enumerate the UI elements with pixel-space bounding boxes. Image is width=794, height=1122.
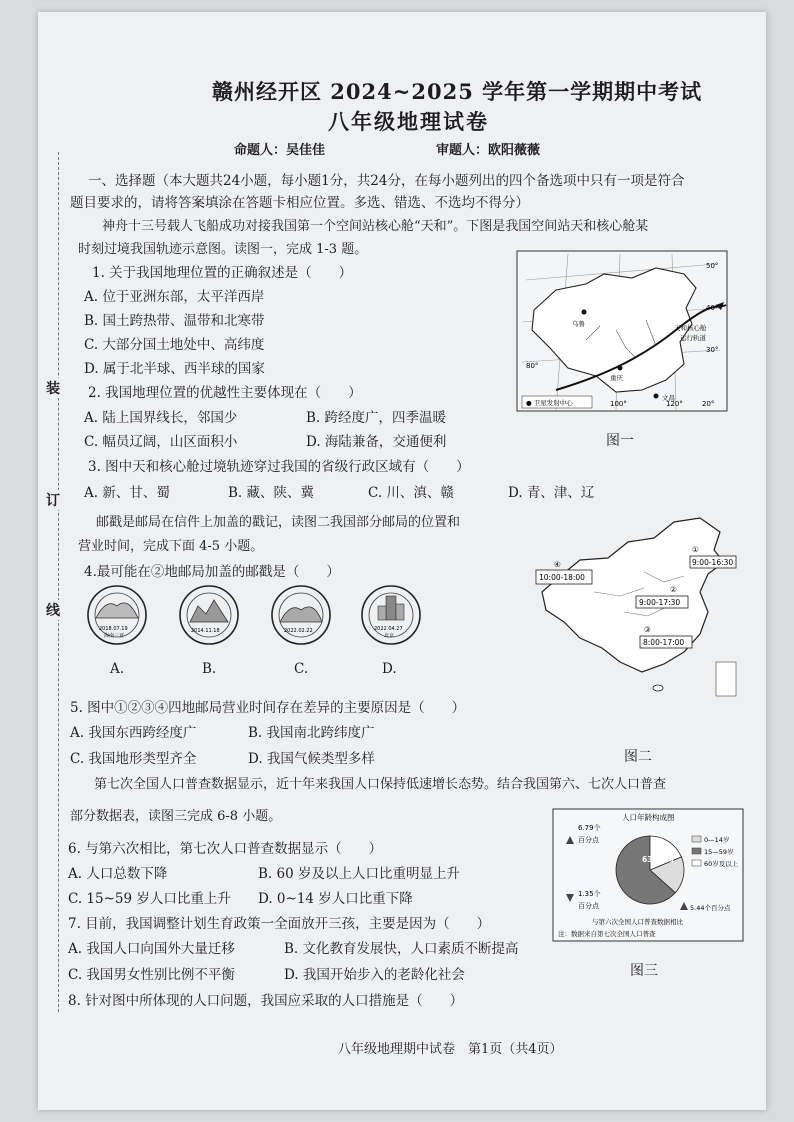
figure2-marker3: ③ — [644, 625, 651, 634]
passage3-line2: 部分数据表，读图三完成 6-8 小题。 — [70, 809, 282, 824]
q3-option-a: A. 新、甘、蜀 — [84, 485, 170, 501]
postmark-c-date: 2022.02.22 — [284, 628, 313, 634]
q6-option-c: C. 15~59 岁人口比重上升 — [68, 891, 231, 907]
q2-stem: 2. 我国地理位置的优越性主要体现在（ ） — [88, 385, 362, 401]
figure2-label: 图二 — [624, 749, 652, 765]
figure3-chart — [552, 808, 744, 942]
exam-subtitle: 八年级地理试卷 — [328, 109, 489, 134]
postmark-c — [270, 584, 332, 646]
postmark-a-place: 海南三亚 — [104, 633, 125, 639]
postmark-a-date: 2018.07.19 — [99, 626, 128, 632]
q2-option-b: B. 跨经度广，四季温暖 — [306, 410, 447, 426]
q7-stem: 7. 目前，我国调整计划生育政策一全面放开三孩，主要是因为（ ） — [68, 916, 491, 932]
postmark-d — [360, 584, 422, 646]
binding-char-xian: 线 — [46, 600, 60, 620]
figure2-marker1: ① — [692, 545, 699, 554]
passage2-line2: 营业时间，完成下面 4-5 小题。 — [78, 539, 264, 554]
q1-option-d: D. 属于北半球、西半球的国家 — [84, 361, 265, 377]
q6-stem: 6. 与第六次相比，第七次人口普查数据显示（ ） — [68, 841, 383, 857]
section1-line2: 题目要求的，请将答案填涂在答题卡相应位置。多选、错选、不选均不得分） — [70, 195, 529, 211]
q8-stem: 8. 针对图中所体现的人口问题，我国应采取的人口措施是（ ） — [68, 993, 464, 1009]
exam-sheet — [38, 12, 766, 1110]
figure1-label: 图一 — [606, 433, 634, 449]
figure3-up1b: 百分点 — [578, 836, 599, 844]
q4-option-b: B. — [202, 661, 217, 677]
figure1-city3: 文昌 — [662, 394, 675, 402]
q2-option-d: D. 海陆兼备，交通便利 — [306, 434, 447, 450]
q5-option-d: D. 我国气候类型多样 — [248, 751, 375, 767]
q5-option-c: C. 我国地形类型齐全 — [70, 751, 197, 767]
q6-option-d: D. 0~14 岁人口比重下降 — [258, 891, 413, 907]
q4-option-c: C. — [294, 661, 309, 677]
q2-option-c: C. 幅员辽阔，山区面积小 — [84, 434, 238, 450]
figure2-map — [524, 512, 738, 708]
figure1-lat30: 30° — [706, 346, 719, 354]
postmark-a — [86, 584, 148, 646]
q5-stem: 5. 图中①②③④四地邮局营业时间存在差异的主要原因是（ ） — [70, 700, 466, 716]
figure1-lat20: 20° — [702, 400, 715, 408]
figure3-down1b: 百分点 — [578, 902, 599, 910]
q3-option-c: C. 川、滇、赣 — [368, 485, 454, 501]
q6-option-a: A. 人口总数下降 — [68, 866, 168, 882]
figure2-time2: 9:00-17:30 — [639, 598, 681, 607]
postmark-b-date: 2014.11.18 — [191, 628, 220, 634]
figure1-lon80: 80° — [526, 362, 539, 370]
figure3-legend3: 60岁及以上 — [704, 860, 739, 868]
passage2-line1: 邮戳是邮局在信件上加盖的戳记，读图二我国部分邮局的位置和 — [96, 515, 461, 530]
figure1-orbit2: 运行轨道 — [680, 334, 706, 342]
q1-stem: 1. 关于我国地理位置的正确叙述是（ ） — [92, 265, 353, 281]
figure3-down1: 1.35个 — [578, 890, 601, 898]
figure3-pie — [616, 836, 684, 904]
q3-stem: 3. 图中天和核心舱过境轨迹穿过我国的省级行政区域有（ ） — [88, 459, 470, 475]
q1-option-b: B. 国土跨热带、温带和北寒带 — [84, 313, 265, 329]
figure1-orbit: 天和核心舱 — [674, 324, 707, 332]
figure1-city1: 乌鲁 — [572, 320, 585, 328]
q3-option-b: B. 藏、陕、冀 — [228, 485, 315, 501]
figure1-legend: ● 卫星发射中心 — [526, 399, 573, 407]
exam-reviewer: 审题人：欧阳薇薇 — [436, 143, 541, 158]
q1-option-c: C. 大部分国土地处中、高纬度 — [84, 337, 265, 353]
figure1-lat50: 50° — [706, 262, 719, 270]
figure3-title: 人口年龄构成图 — [622, 813, 675, 822]
figure3-up1: 6.79个 — [578, 824, 601, 832]
figure3-note2: 注：数据来自第七次全国人口普查 — [558, 930, 656, 938]
figure2-time4: 10:00-18:00 — [539, 573, 585, 582]
q5-option-b: B. 我国南北跨纬度广 — [248, 725, 375, 741]
figure2-time1: 9:00-16:30 — [692, 558, 734, 567]
q1-option-a: A. 位于亚洲东部，太平洋西岸 — [84, 289, 265, 305]
exam-author: 命题人：吴佳佳 — [234, 143, 326, 158]
figure1-map — [516, 250, 728, 412]
q4-stem: 4.最可能在②地邮局加盖的邮戳是（ ） — [84, 564, 340, 580]
q3-option-d: D. 青、津、辽 — [508, 485, 595, 501]
figure2-marker2: ② — [670, 585, 677, 594]
binding-char-zhuang: 装 — [46, 378, 60, 398]
passage1-line2: 时刻过境我国轨迹示意图。读图一，完成 1-3 题。 — [78, 242, 368, 257]
q4-option-a: A. — [110, 661, 125, 677]
figure3-legend2: 15—59岁 — [704, 848, 734, 856]
figure1-lon120: 120° — [666, 400, 683, 408]
q6-option-b: B. 60 岁及以上人口比重明显上升 — [258, 866, 460, 882]
q7-option-a: A. 我国人口向国外大量迁移 — [68, 941, 235, 957]
binding-char-ding: 订 — [46, 490, 60, 510]
q4-option-d: D. — [382, 661, 397, 677]
figure2-time3: 8:00-17:00 — [643, 638, 685, 647]
figure1-city2: 重庆 — [610, 374, 623, 382]
postmark-d-place: 北京 — [384, 633, 395, 639]
page-footer: 八年级地理期中试卷 第1页（共4页） — [338, 1042, 563, 1057]
binding-line — [58, 152, 60, 1012]
exam-title: 赣州经开区 2024~2025 学年第一学期期中考试 — [212, 79, 703, 104]
postmark-b — [178, 584, 240, 646]
figure3-legend1: 0—14岁 — [704, 836, 730, 844]
figure3-main-value: 63.35% — [642, 855, 674, 864]
figure3-note1: 与第六次全国人口普查数据相比 — [592, 918, 683, 926]
figure1-lat40: 40° — [706, 304, 719, 312]
q5-option-a: A. 我国东西跨经度广 — [70, 725, 197, 741]
figure2-marker4: ④ — [554, 560, 561, 569]
q7-option-c: C. 我国男女性别比例不平衡 — [68, 967, 235, 983]
passage3-line1: 第七次全国人口普查数据显示，近十年来我国人口保持低速增长态势。结合我国第六、七次人口普查 — [94, 777, 667, 792]
passage1-line1: 神舟十三号载人飞船成功对接我国第一个空间站核心舱“天和”。下图是我国空间站天和核心舱某 — [102, 219, 649, 234]
figure1-lon100: 100° — [610, 400, 627, 408]
figure3-up2: 5.44个百分点 — [690, 904, 731, 912]
q2-option-a: A. 陆上国界线长，邻国少 — [84, 410, 238, 426]
q7-option-d: D. 我国开始步入的老龄化社会 — [284, 967, 465, 983]
q7-option-b: B. 文化教育发展快，人口素质不断提高 — [284, 941, 519, 957]
section1-line1: 一、选择题（本大题共24小题，每小题1分，共24分，在每小题列出的四个备选项中只有一项是符合 — [88, 173, 685, 189]
figure3-label: 图三 — [630, 963, 658, 979]
postmark-d-date: 2022.04.27 — [374, 626, 403, 632]
